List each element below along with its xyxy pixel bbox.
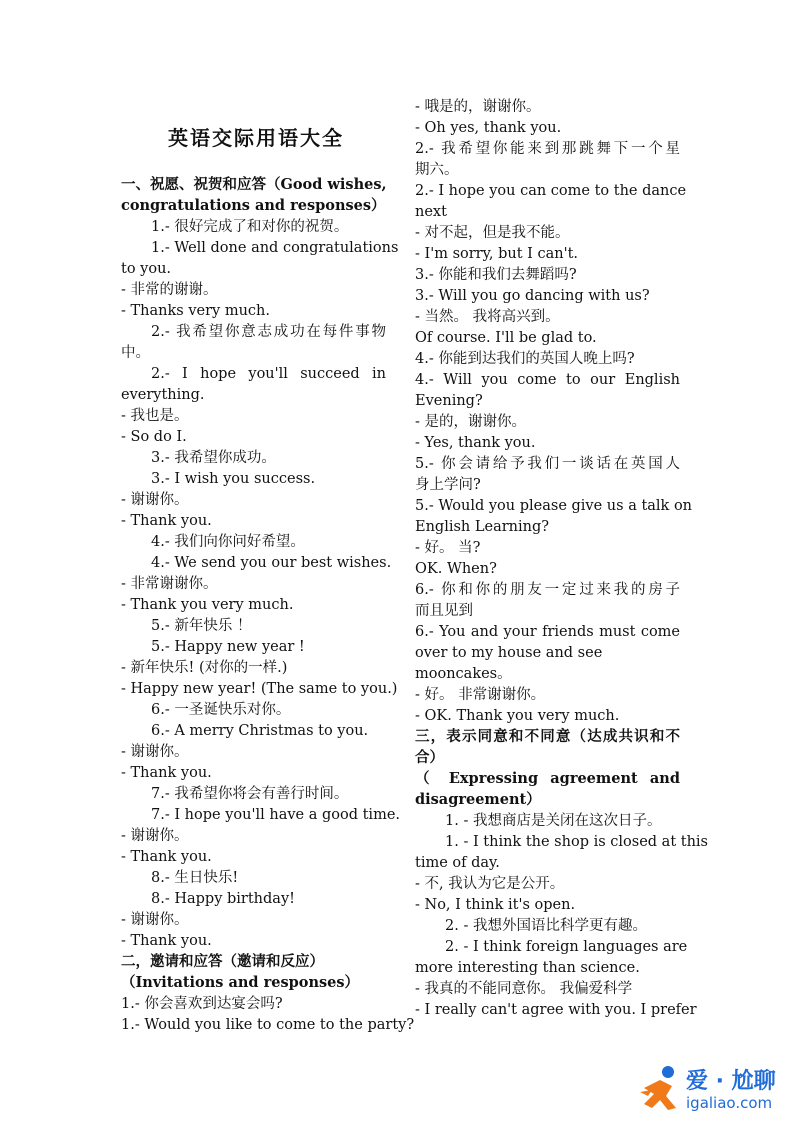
text-line: 5.- 你会请给予我们一谈话在英国人 (415, 456, 680, 472)
text-line: 4.- Will you come to our English (415, 372, 680, 388)
text-line: - 我真的不能同意你。 我偏爱科学 (415, 981, 633, 997)
text-line: 6.- You and your friends must come (415, 624, 680, 640)
text-line: - Thanks very much. (121, 303, 271, 319)
text-line: 5.- 新年快乐 ！ (151, 618, 252, 634)
text-line: 2. - 我想外国语比科学更有趣。 (445, 918, 647, 934)
text-line: - 当然。 我将高兴到。 (415, 309, 560, 325)
text-line: - 好。 非常谢谢你。 (415, 687, 546, 703)
text-line: - 不, 我认为它是公开。 (415, 876, 565, 892)
text-line: 1.- Well done and congratulations (151, 240, 399, 256)
text-line: 1.- 你会喜欢到达宴会吗? (121, 996, 283, 1012)
text-line: 4.- We send you our best wishes. (151, 555, 392, 571)
text-line: time of day. (415, 855, 500, 871)
text-line: - 谢谢你。 (121, 744, 189, 760)
text-line: - I really can't agree with you. I prefer (415, 1002, 697, 1018)
text-line: 1. - I think the shop is closed at this (445, 834, 708, 850)
text-line: 1. - 我想商店是关闭在这次日子。 (445, 813, 662, 829)
text-line: 2.- I hope you can come to the dance (415, 183, 687, 199)
text-line: 8.- 生日快乐! (151, 870, 239, 886)
text-line: 6.- 你和你的朋友一定过来我的房子 (415, 582, 680, 598)
text-line: - Thank you. (121, 849, 212, 865)
text-line: to you. (121, 261, 172, 277)
text-line: 8.- Happy birthday! (151, 891, 295, 907)
text-line: 3.- Will you go dancing with us? (415, 288, 650, 304)
text-line: over to my house and see (415, 645, 603, 661)
text-line: 4.- 你能到达我们的英国人晚上吗? (415, 351, 635, 367)
text-line: OK. When? (415, 561, 497, 577)
text-line: - OK. Thank you very much. (415, 708, 620, 724)
text-line: - 好。 当? (415, 540, 481, 556)
watermark-logo (638, 1062, 788, 1122)
text-line: - No, I think it's open. (415, 897, 576, 913)
text-line: 中。 (121, 345, 150, 361)
text-line: - 新年快乐! (对你的一样.) (121, 660, 288, 676)
text-line: 6.- A merry Christmas to you. (151, 723, 369, 739)
text-line: - 非常的谢谢。 (121, 282, 218, 298)
text-line: 2.- 我希望你意志成功在每件事物 (151, 324, 386, 340)
text-line: - 哦是的，谢谢你。 (415, 99, 541, 115)
text-line: - Thank you. (121, 933, 212, 949)
text-line: 一、祝愿、祝贺和应答（Good wishes, (121, 176, 387, 193)
text-line: 身上学问? (415, 477, 481, 493)
text-line: 5.- Happy new year ! (151, 639, 305, 655)
text-line: - 我也是。 (121, 408, 189, 424)
text-line: - Thank you very much. (121, 597, 294, 613)
text-line: Of course. I'll be glad to. (415, 330, 597, 346)
text-line: - I'm sorry, but I can't. (415, 246, 579, 262)
text-line: - So do I. (121, 429, 187, 445)
text-line: - 是的，谢谢你。 (415, 414, 527, 430)
text-line: - Thank you. (121, 513, 212, 529)
text-line: 3.- 我希望你成功。 (151, 450, 276, 466)
text-line: - Oh yes, thank you. (415, 120, 562, 136)
text-line: 2.- 我希望你能来到那跳舞下一个星 (415, 141, 680, 157)
text-line: disagreement） (415, 791, 541, 808)
text-line: 2.- I hope you'll succeed in (151, 366, 386, 382)
text-line: everything. (121, 387, 205, 403)
text-line: - Thank you. (121, 765, 212, 781)
watermark-url: igaliao.com (686, 1094, 773, 1112)
text-line: （ Expressing agreement and (415, 770, 680, 787)
text-line: 3.- I wish you success. (151, 471, 316, 487)
text-line: congratulations and responses） (121, 197, 386, 214)
text-line: 2. - I think foreign languages are (445, 939, 688, 955)
text-line: - 对不起，但是我不能。 (415, 225, 570, 241)
runner-icon (638, 1062, 684, 1118)
text-line: English Learning? (415, 519, 550, 535)
text-line: - Happy new year! (The same to you.) (121, 681, 398, 697)
text-line: - 谢谢你。 (121, 828, 189, 844)
text-line: - 非常谢谢你。 (121, 576, 218, 592)
text-line: 7.- I hope you'll have a good time. (151, 807, 401, 823)
text-line: 合） (415, 749, 444, 766)
text-line: 期六。 (415, 162, 459, 178)
text-line: next (415, 204, 447, 220)
watermark-cn: 爱 · 尬聊 (686, 1069, 776, 1094)
text-line: 7.- 我希望你将会有善行时间。 (151, 786, 349, 802)
text-line: mooncakes。 (415, 666, 512, 682)
text-line: - 谢谢你。 (121, 492, 189, 508)
text-line: Evening? (415, 393, 483, 409)
text-line: 二，邀请和应答（邀请和反应） (121, 953, 324, 970)
text-line: 3.- 你能和我们去舞蹈吗? (415, 267, 577, 283)
text-line: 1.- 很好完成了和对你的祝贺。 (151, 219, 349, 235)
text-line: 1.- Would you like to come to the party? (121, 1017, 415, 1033)
text-line: - Yes, thank you. (415, 435, 536, 451)
text-line: - 谢谢你。 (121, 912, 189, 928)
text-line: 4.- 我们向你问好希望。 (151, 534, 305, 550)
text-line: 5.- Would you please give us a talk on (415, 498, 693, 514)
text-line: more interesting than science. (415, 960, 640, 976)
text-line: 三，表示同意和不同意（达成共识和不 (415, 728, 680, 745)
page-title: 英语交际用语大全 (168, 126, 344, 150)
text-line: 而且见到 (415, 603, 473, 619)
text-line: 6.- 一圣诞快乐对你。 (151, 702, 291, 718)
text-line: （Invitations and responses） (121, 974, 360, 991)
